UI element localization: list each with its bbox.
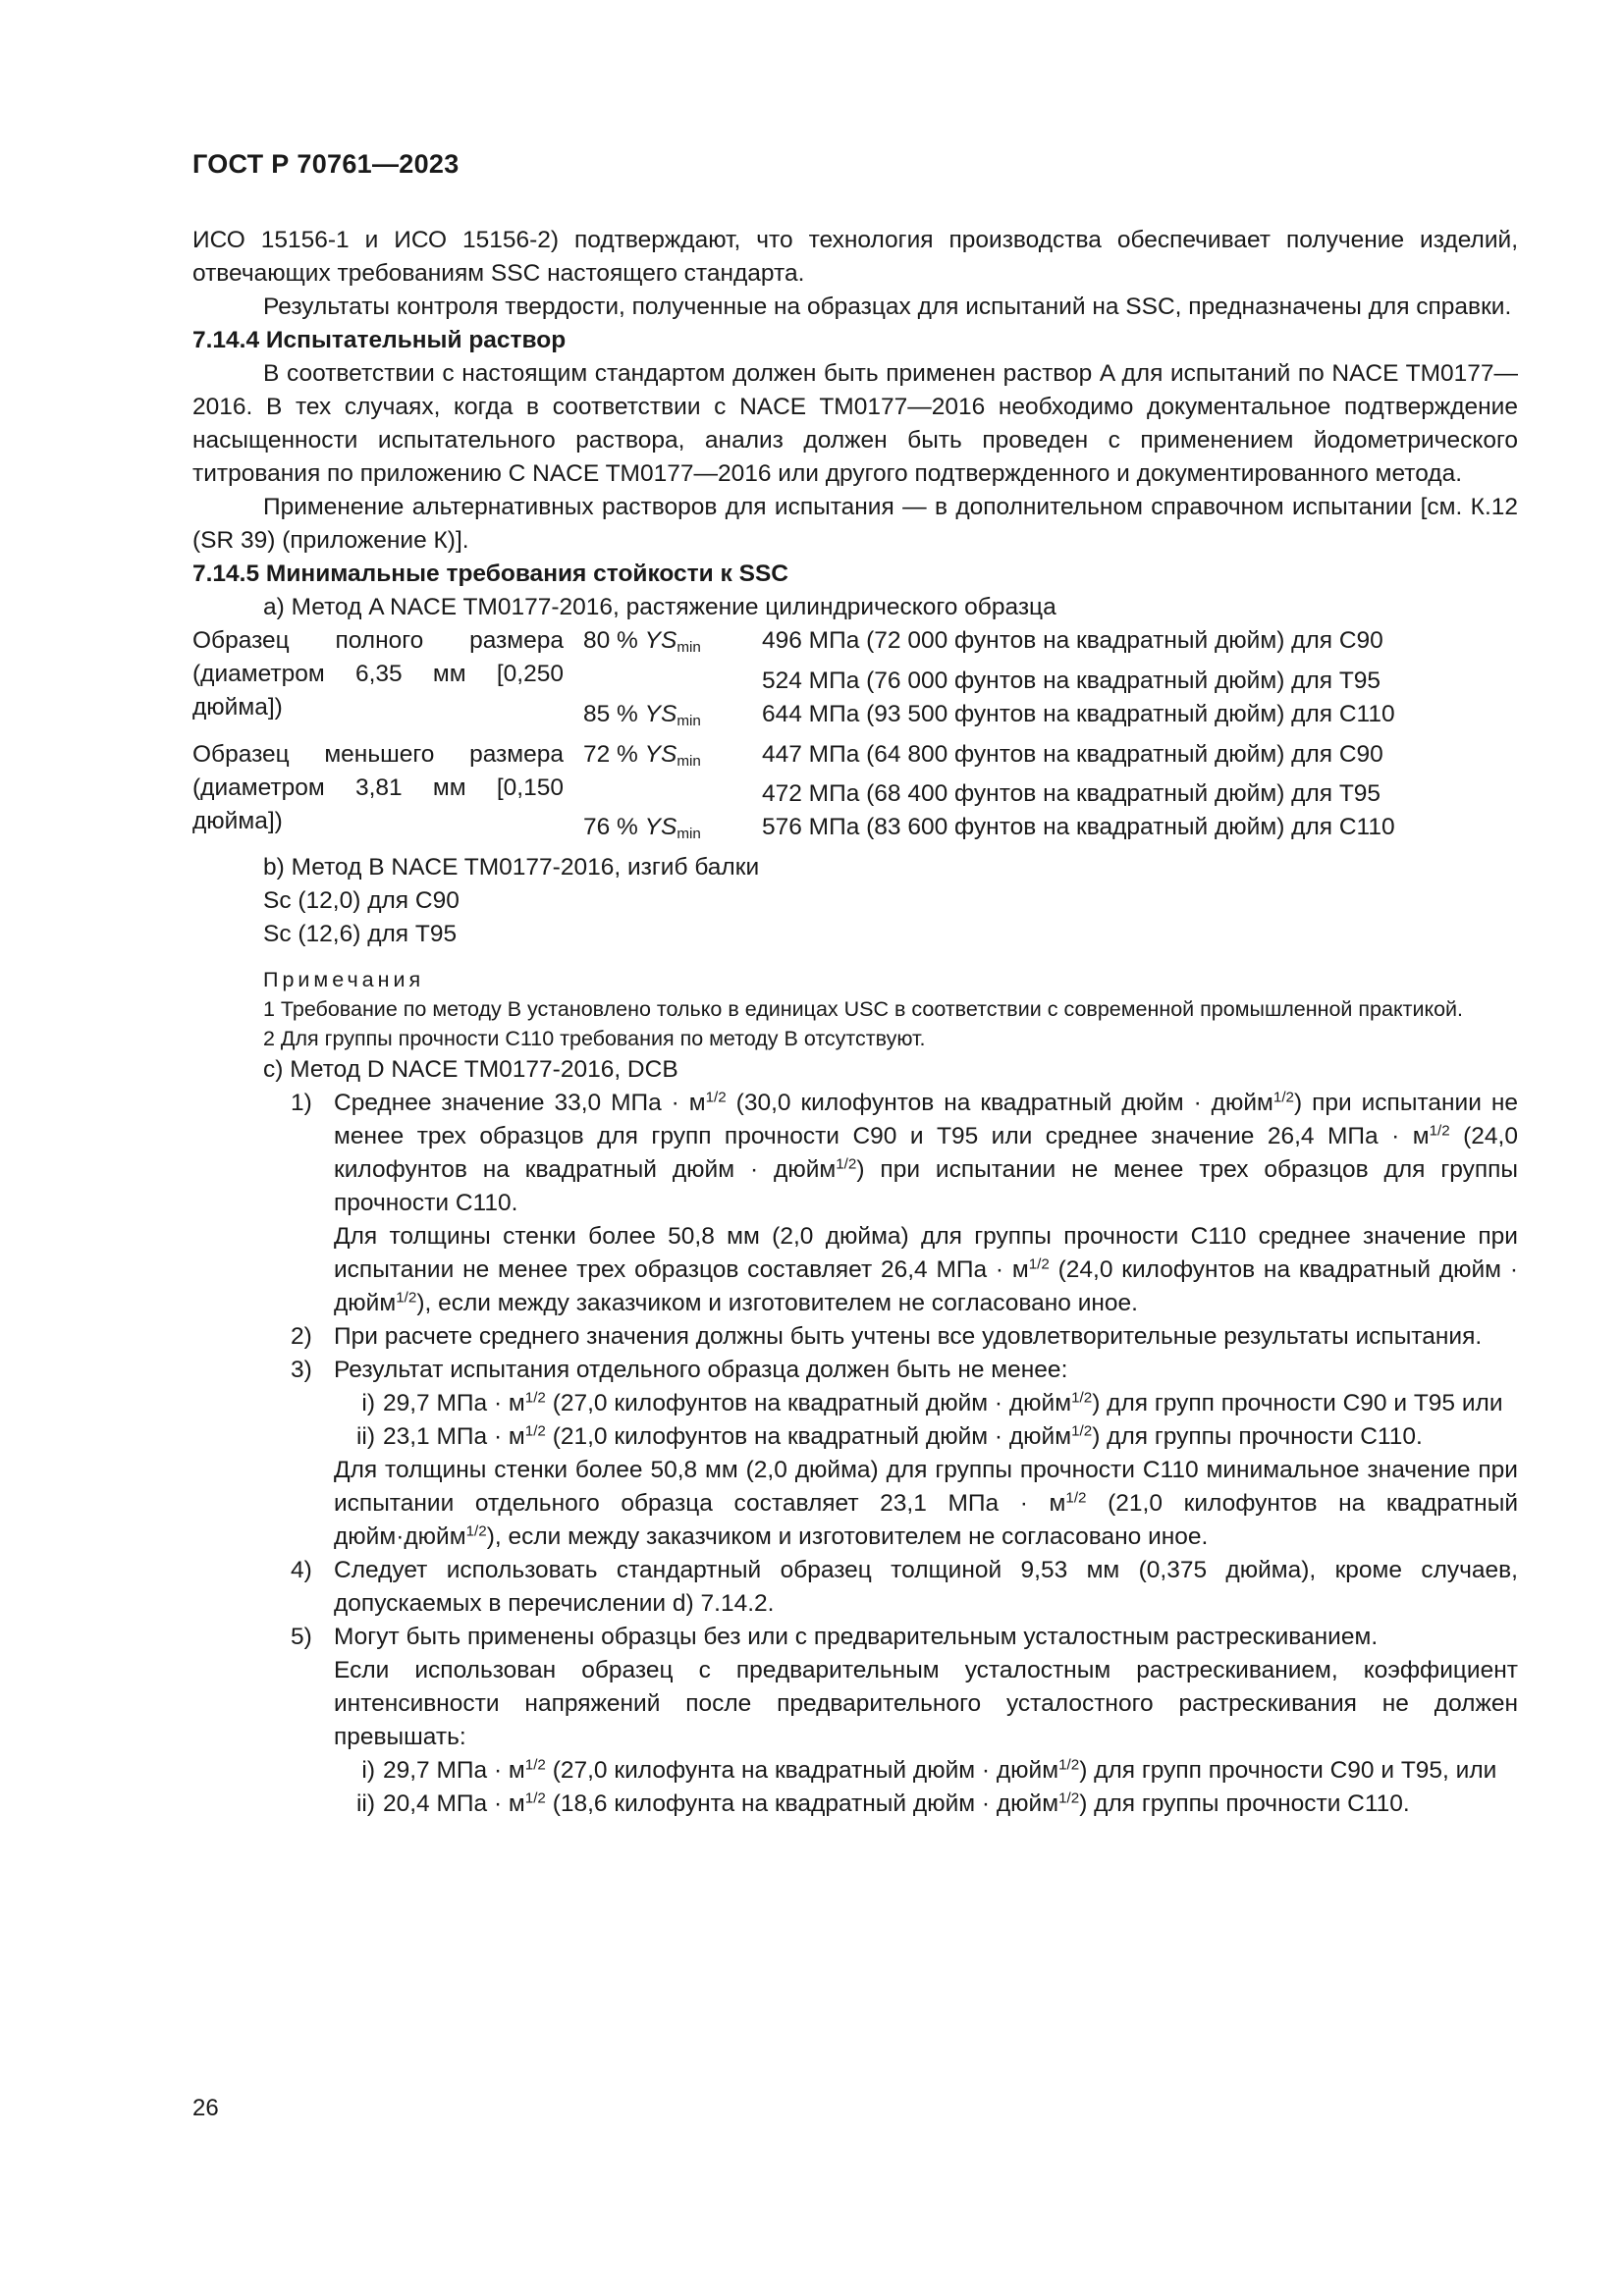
list-item-5: 5) Могут быть применены образцы без или с предварительным усталостным растрескиванием. Если использован образец с предварительным усталостным растрескиванием, коэффициент интенсивности напряжений после предварительного усталостного растрескивания не должен превышать: i) 29,7 МПа · $м^{1/2}$ (27,0 килофунта на квадратный дюйм · дюйм$^{1/2}$) для групп прочности C90 и T95, или ii) 20,4 МПа · $м^{1/2}$ (18,6 килофунта на квадратный дюйм · дюйм$^{1/2}$) для группы прочности C110. [291, 1621, 1518, 1821]
section-7-14-5-heading: 7.14.5 Минимальные требования стойкости к SSC [192, 561, 788, 587]
small-size-pct-2: 76 % $YS_{min}$ [583, 814, 701, 843]
method-d-line: c) Метод D NACE TM0177-2016, DCB [263, 1056, 678, 1084]
test-solution-paragraph: В соответствии с настоящим стандартом должен быть применен раствор A для испытаний по NACE TM0177—2016. В тех случаях, когда в соответствии с NACE TM0177—2016 необходимо документальное подтверждение насыщенности испытательного раствора, анализ должен быть проведен с применением йодометрического титрования по приложению C NACE TM0177—2016 или другого подтвержденного и документированного метода. [192, 360, 1518, 487]
page-body [192, 224, 1518, 1821]
small-size-pct-1: 72 % $YS_{min}$ [583, 740, 701, 770]
full-size-pct-1: 80 % $YS_{min}$ [583, 627, 701, 656]
list-item-4: 4) Следует использовать стандартный образец толщиной 9,53 мм (0,375 дюйма), кроме случаев, допускаемых в перечислении d) 7.14.2. [291, 1554, 1518, 1621]
full-size-pct-2: 85 % $YS_{min}$ [583, 700, 701, 729]
list-item-2: 2) При расчете среднего значения должны быть учтены все удовлетворительные результаты испытания. [291, 1320, 1518, 1354]
item-3-wall-thickness: Для толщины стенки более 50,8 мм (2,0 дюйма) для группы прочности C110 минимальное значение при испытании отдельного образца составляет 23,1 МПа · $м^{1/2}$ (21,0 килофунтов на квадратный дюйм·дюйм$^{1/2}$), если между заказчиком и изготовителем не согласовано иное. [334, 1457, 1519, 1551]
list-item-1: 1) Среднее значение 33,0 МПа · $м^{1/2}$ (30,0 килофунтов на квадратный дюйм · дюйм$^{1/2}$) при испытании не менее трех образцов для групп прочности C90 и T95 или среднее значение 26,4 МПа · $м^{1/2}$ (24,0 килофунтов на квадратный дюйм · дюйм$^{1/2}$) при испытании не менее трех образцов для группы прочности C110. Для толщины стенки более 50,8 мм (2,0 дюйма) для группы прочности C110 среднее значение при испытании не менее трех образцов составляет 26,4 МПа · $м^{1/2}$ (24,0 килофунтов на квадратный дюйм · дюйм$^{1/2}$), если между заказчиком и изготовителем не согласовано иное. [291, 1087, 1518, 1320]
item-5-sub-ii: ii) 20,4 МПа · $м^{1/2}$ (18,6 килофунта на квадратный дюйм · дюйм$^{1/2}$) для группы прочности C110. [355, 1789, 1410, 1818]
note-1: 1 Требование по методу B установлено только в единицах USC в соответствии с современной промышленной практикой. [263, 997, 1464, 1022]
notes-title: Примечания [263, 968, 425, 992]
full-size-value-t95: 524 МПа (76 000 фунтов на квадратный дюйм) для T95 [762, 667, 1381, 694]
full-size-specimen-label: Образец полного размера (диаметром 6,35 мм [0,250 дюйма]) [192, 627, 564, 721]
item-3-text: Результат испытания отдельного образца должен быть не менее: [334, 1357, 1068, 1384]
hardness-paragraph: Результаты контроля твердости, полученные на образцах для испытаний на SSC, предназначены для справки. [263, 294, 1512, 320]
notes-block [192, 965, 1518, 1053]
method-a-line: a) Метод A NACE TM0177-2016, растяжение цилиндрического образца [263, 594, 1056, 620]
list-item-3: 3) Результат испытания отдельного образца должен быть не менее: i) 29,7 МПа · $м^{1/2}$ (27,0 килофунтов на квадратный дюйм · дюйм$^{1/2}$) для групп прочности C90 и T95 или ii) 23,1 МПа · $м^{1/2}$ (21,0 килофунтов на квадратный дюйм · дюйм$^{1/2}$) для группы прочности C110. Для толщины стенки более 50,8 мм (2,0 дюйма) для группы прочности C110 минимальное значение при испытании отдельного образца составляет 23,1 МПа · $м^{1/2}$ (21,0 килофунтов на квадратный дюйм·дюйм$^{1/2}$), если между заказчиком и изготовителем не согласовано иное. [291, 1354, 1518, 1554]
item-5-text: Могут быть применены образцы без или с предварительным усталостным растрескиванием. [334, 1624, 1379, 1651]
method-b-sc-t95: Sc (12,6) для T95 [263, 921, 458, 948]
item-4-text: Следует использовать стандартный образец толщиной 9,53 мм (0,375 дюйма), кроме случаев, допускаемых в перечислении d) 7.14.2. [334, 1557, 1518, 1618]
intro-paragraph: ИСО 15156-1 и ИСО 15156-2) подтверждают, что технология производства обеспечивает получение изделий, отвечающих требованиям SSC настоящего стандарта. [192, 227, 1518, 287]
full-size-value-c110: 644 МПа (93 500 фунтов на квадратный дюйм) для C110 [762, 700, 1395, 727]
method-d-list [291, 1087, 1518, 1821]
method-b-line: b) Метод B NACE TM0177-2016, изгиб балки [263, 854, 760, 881]
item-3-sub-i: i) 29,7 МПа · $м^{1/2}$ (27,0 килофунтов на квадратный дюйм · дюйм$^{1/2}$) для групп прочности C90 и T95 или [361, 1389, 1503, 1417]
full-size-value-c90: 496 МПа (72 000 фунтов на квадратный дюйм) для C90 [762, 627, 1383, 654]
small-size-value-c110: 576 МПа (83 600 фунтов на квадратный дюйм) для C110 [762, 814, 1395, 841]
item-2-text: При расчете среднего значения должны быть учтены все удовлетворительные результаты испытания. [334, 1323, 1483, 1351]
method-b-sc-c90: Sc (12,0) для C90 [263, 887, 460, 915]
small-size-specimen-label: Образец меньшего размера (диаметром 3,81 мм [0,150 дюйма]) [192, 740, 564, 834]
item-1-text: Среднее значение 33,0 МПа · $м^{1/2}$ (30,0 килофунтов на квадратный дюйм · дюйм$^{1/2}$) при испытании не менее трех образцов для групп прочности C90 и T95 или среднее значение 26,4 МПа · $м^{1/2}$ (24,0 килофунтов на квадратный дюйм · дюйм$^{1/2}$) при испытании не менее трех образцов для группы прочности C110. [334, 1089, 1519, 1217]
section-7-14-4-heading: 7.14.4 Испытательный раствор [192, 327, 567, 353]
page-number: 26 [192, 2095, 219, 2121]
alt-solution-paragraph: Применение альтернативных растворов для испытания — в дополнительном справочном испытании [см. К.12 (SR 39) (приложение К)]. [192, 494, 1518, 554]
note-2: 2 Для группы прочности C110 требования по методу B отсутствуют. [263, 1027, 926, 1051]
item-1-wall-thickness: Для толщины стенки более 50,8 мм (2,0 дюйма) для группы прочности C110 среднее значение при испытании не менее трех образцов составляет 26,4 МПа · $м^{1/2}$ (24,0 килофунтов на квадратный дюйм · дюйм$^{1/2}$), если между заказчиком и изготовителем не согласовано иное. [334, 1223, 1518, 1317]
small-size-value-t95: 472 МПа (68 400 фунтов на квадратный дюйм) для T95 [762, 780, 1381, 808]
standard-header: ГОСТ Р 70761—2023 [192, 149, 460, 179]
method-a-requirements-table [192, 624, 1518, 851]
item-5-sub-i: i) 29,7 МПа · $м^{1/2}$ (27,0 килофунта на квадратный дюйм · дюйм$^{1/2}$) для групп прочности C90 и T95, или [361, 1756, 1497, 1785]
item-3-sub-ii: ii) 23,1 МПа · $м^{1/2}$ (21,0 килофунтов на квадратный дюйм · дюйм$^{1/2}$) для группы прочности C110. [355, 1422, 1423, 1451]
small-size-value-c90: 447 МПа (64 800 фунтов на квадратный дюйм) для C90 [762, 740, 1383, 768]
item-5-precrack-text: Если использован образец с предварительным усталостным растрескиванием, коэффициент интенсивности напряжений после предварительного усталостного растрескивания не должен превышать: [334, 1657, 1518, 1751]
